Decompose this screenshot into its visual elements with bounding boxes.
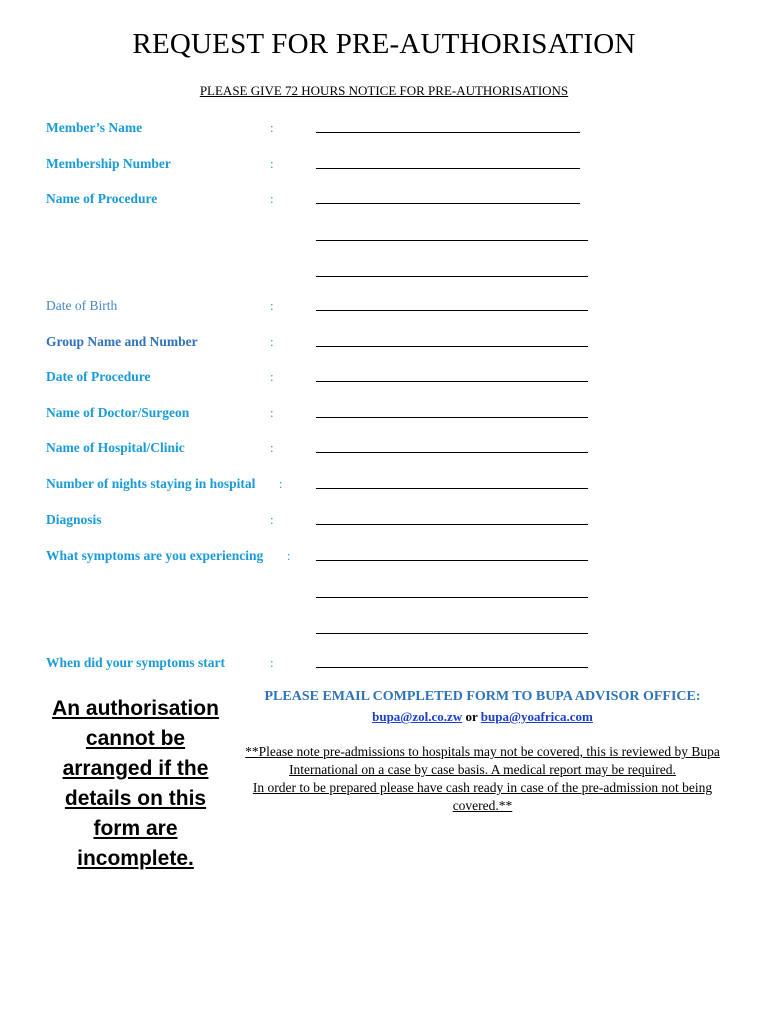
field-hospital-clinic — [0, 440, 768, 460]
doctor-input-line[interactable] — [316, 417, 588, 418]
field-label: Group Name and Number — [46, 334, 198, 349]
field-nights-in-hospital — [0, 476, 768, 496]
field-colon: : — [279, 476, 283, 491]
field-name-of-procedure — [0, 191, 768, 211]
procedure-input-line[interactable] — [316, 203, 580, 204]
field-colon: : — [270, 512, 274, 527]
field-label: When did your symptoms start — [46, 655, 226, 670]
field-label: Membership Number — [46, 156, 171, 171]
diagnosis-input-line[interactable] — [316, 524, 588, 525]
procedure-extra-line-2 — [0, 264, 768, 284]
procedure-input-line-extra[interactable] — [316, 240, 588, 241]
field-colon: : — [270, 655, 274, 670]
notice-text: PLEASE GIVE 72 HOURS NOTICE FOR PRE-AUTHORISATIONS — [199, 83, 569, 98]
symptoms-input-line[interactable] — [316, 560, 588, 561]
field-diagnosis — [0, 512, 768, 532]
field-colon: : — [270, 405, 274, 420]
field-doctor-surgeon — [0, 405, 768, 425]
field-label: Number of nights staying in hospital — [46, 476, 256, 491]
group-input-line[interactable] — [316, 346, 588, 347]
email-link-zol[interactable]: bupa@zol.co.zw — [372, 709, 463, 724]
date-of-birth-input-line[interactable] — [316, 310, 588, 311]
field-symptoms-start — [0, 655, 768, 675]
field-group-name-number — [0, 334, 768, 354]
field-colon: : — [270, 334, 274, 349]
field-label: Name of Procedure — [46, 191, 158, 206]
field-colon: : — [270, 298, 274, 313]
email-links — [240, 709, 725, 725]
symptoms-extra-line-1 — [0, 585, 768, 605]
field-date-of-procedure — [0, 369, 768, 389]
email-separator: or — [465, 709, 478, 724]
symptoms-start-input-line[interactable] — [316, 667, 588, 668]
field-label: What symptoms are you experiencing — [46, 548, 264, 563]
incomplete-warning: An authorisation cannot be arranged if the details on this form are incomplete. — [52, 697, 219, 870]
field-colon: : — [270, 120, 274, 135]
note-line-1: **Please note pre-admissions to hospitals may not be covered, this is reviewed by Bupa International on a case by case basis. A medical report may be required. — [245, 744, 720, 777]
email-heading: PLEASE EMAIL COMPLETED FORM TO BUPA ADVISOR OFFICE: — [264, 689, 701, 704]
membership-number-input-line[interactable] — [316, 168, 580, 169]
procedure-extra-line-1 — [0, 228, 768, 248]
symptoms-extra-line-2 — [0, 621, 768, 641]
field-date-of-birth — [0, 298, 768, 318]
field-membership-number — [0, 156, 768, 176]
field-colon: : — [270, 156, 274, 171]
note-line-2: In order to be prepared please have cash ready in case of the pre-admission not being covered.** — [252, 780, 713, 813]
symptoms-input-line-extra[interactable] — [316, 597, 588, 598]
field-label: Name of Doctor/Surgeon — [46, 405, 190, 420]
pre-admission-note — [240, 743, 725, 815]
members-name-input-line[interactable] — [316, 132, 580, 133]
date-of-procedure-input-line[interactable] — [316, 381, 588, 382]
field-colon: : — [270, 369, 274, 384]
email-link-yoafrica[interactable]: bupa@yoafrica.com — [480, 709, 593, 724]
field-label: Member’s Name — [46, 120, 143, 135]
field-colon: : — [287, 548, 291, 563]
field-label: Date of Procedure — [46, 369, 151, 384]
field-label: Name of Hospital/Clinic — [46, 440, 185, 455]
form-title: REQUEST FOR PRE-AUTHORISATION — [132, 28, 636, 60]
field-symptoms — [0, 548, 768, 568]
field-label: Diagnosis — [46, 512, 102, 527]
field-colon: : — [270, 191, 274, 206]
procedure-input-line-extra[interactable] — [316, 276, 588, 277]
field-label: Date of Birth — [46, 298, 118, 313]
nights-input-line[interactable] — [316, 488, 588, 489]
field-members-name — [0, 120, 768, 140]
hospital-input-line[interactable] — [316, 452, 588, 453]
field-colon: : — [270, 440, 274, 455]
symptoms-input-line-extra[interactable] — [316, 633, 588, 634]
